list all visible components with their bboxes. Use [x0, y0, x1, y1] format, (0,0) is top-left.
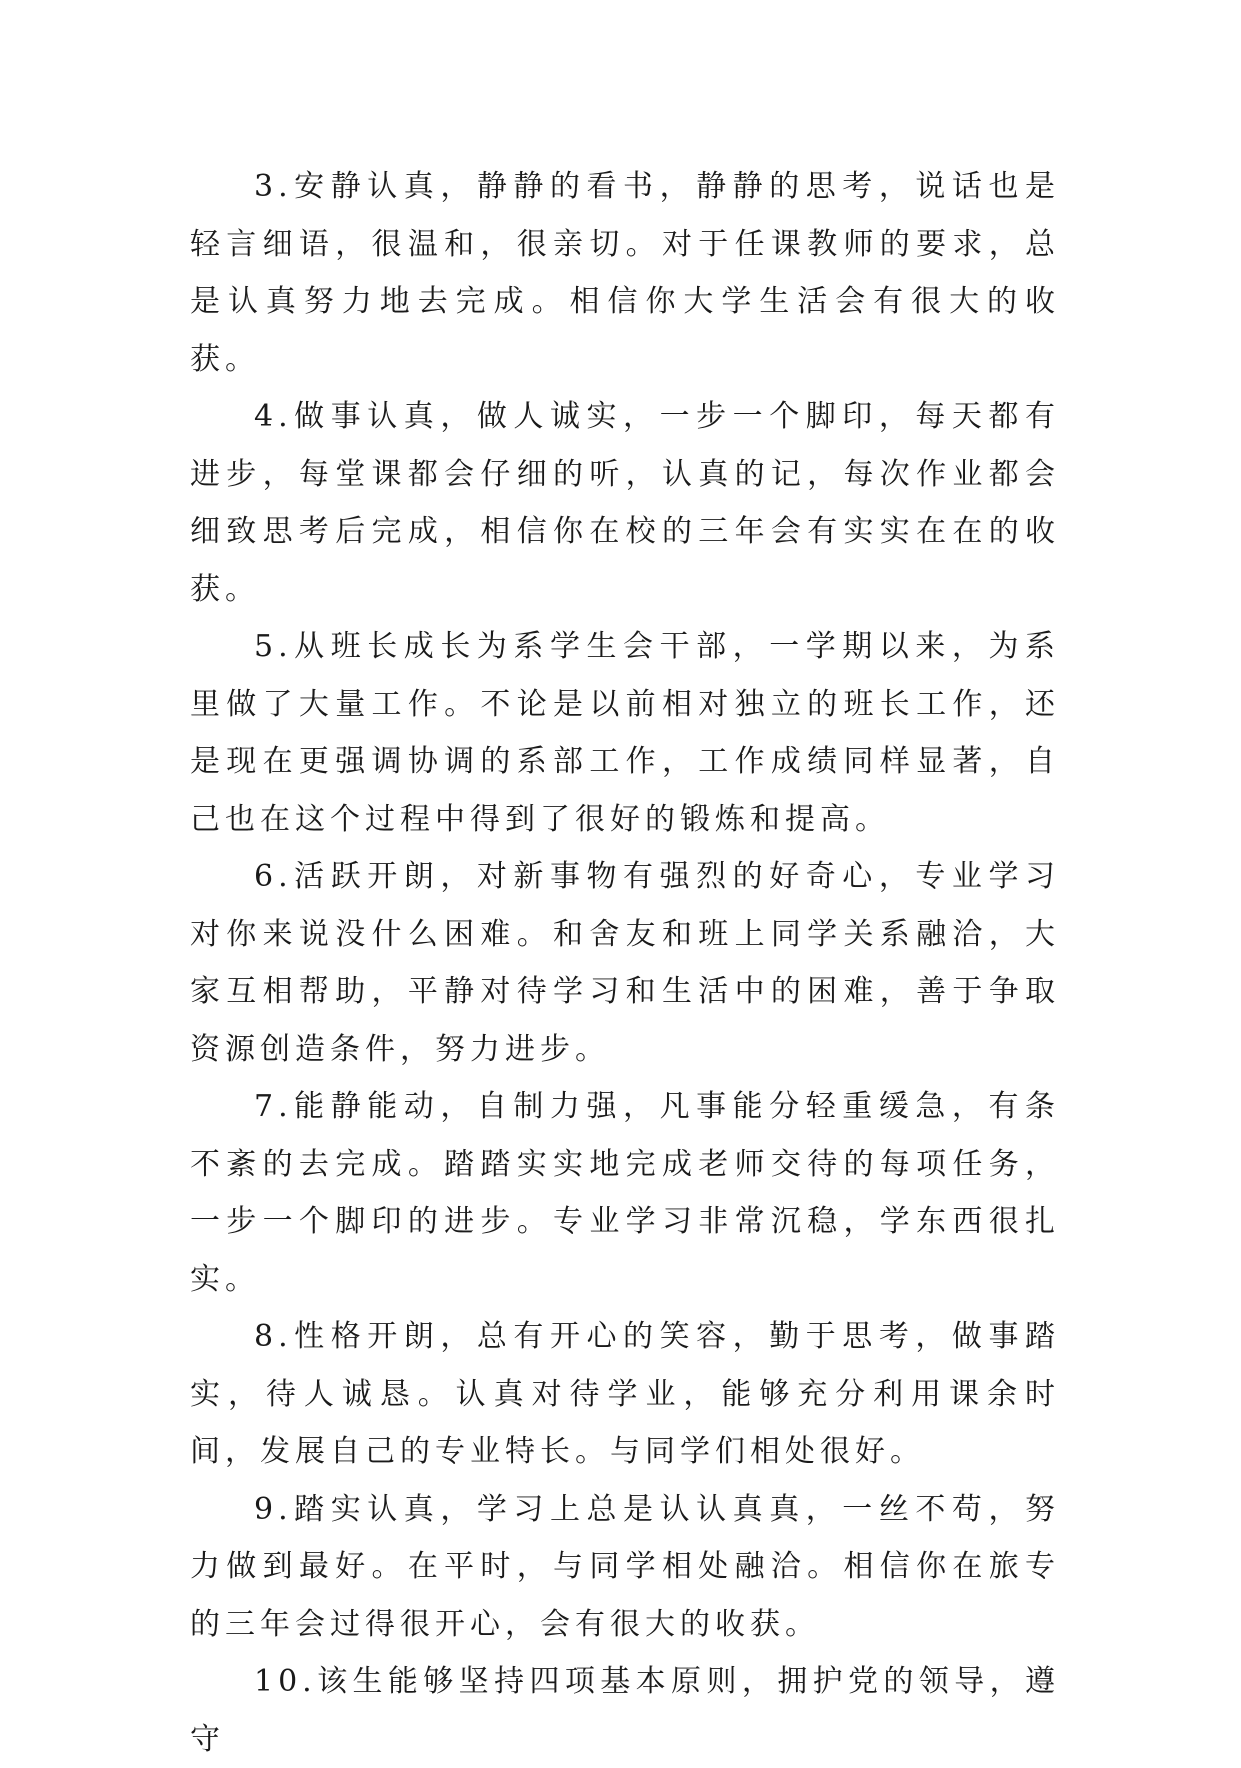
comment-paragraph-3: 3.安静认真，静静的看书，静静的思考，说话也是轻言细语，很温和，很亲切。对于任课教师的要求，总是认真努力地去完成。相信你大学生活会有很大的收获。	[190, 169, 1060, 377]
comment-paragraph-4: 4.做事认真，做人诚实，一步一个脚印，每天都有进步，每堂课都会仔细的听，认真的记，每次作业都会细致思考后完成，相信你在校的三年会有实实在在的收获。	[190, 399, 1060, 607]
comment-paragraph-7: 7.能静能动，自制力强，凡事能分轻重缓急，有条不紊的去完成。踏踏实实地完成老师交待的每项任务，一步一个脚印的进步。专业学习非常沉稳，学东西很扎实。	[190, 1089, 1060, 1297]
document-body	[190, 158, 1060, 1768]
comment-paragraph-9: 9.踏实认真，学习上总是认认真真，一丝不苟，努力做到最好。在平时，与同学相处融洽。相信你在旅专的三年会过得很开心，会有很大的收获。	[190, 1491, 1060, 1642]
comment-paragraph-6: 6.活跃开朗，对新事物有强烈的好奇心，专业学习对你来说没什么困难。和舍友和班上同学关系融洽，大家互相帮助，平静对待学习和生活中的困难，善于争取资源创造条件，努力进步。	[190, 859, 1060, 1067]
comment-paragraph-8: 8.性格开朗，总有开心的笑容，勤于思考，做事踏实，待人诚恳。认真对待学业，能够充分利用课余时间，发展自己的专业特长。与同学们相处很好。	[190, 1319, 1060, 1469]
comment-paragraph-10: 10.该生能够坚持四项基本原则，拥护党的领导，遵守	[190, 1664, 1060, 1757]
comment-paragraph-5: 5.从班长成长为系学生会干部，一学期以来，为系里做了大量工作。不论是以前相对独立的班长工作，还是现在更强调协调的系部工作，工作成绩同样显著，自己也在这个过程中得到了很好的锻炼和提高。	[190, 629, 1060, 837]
